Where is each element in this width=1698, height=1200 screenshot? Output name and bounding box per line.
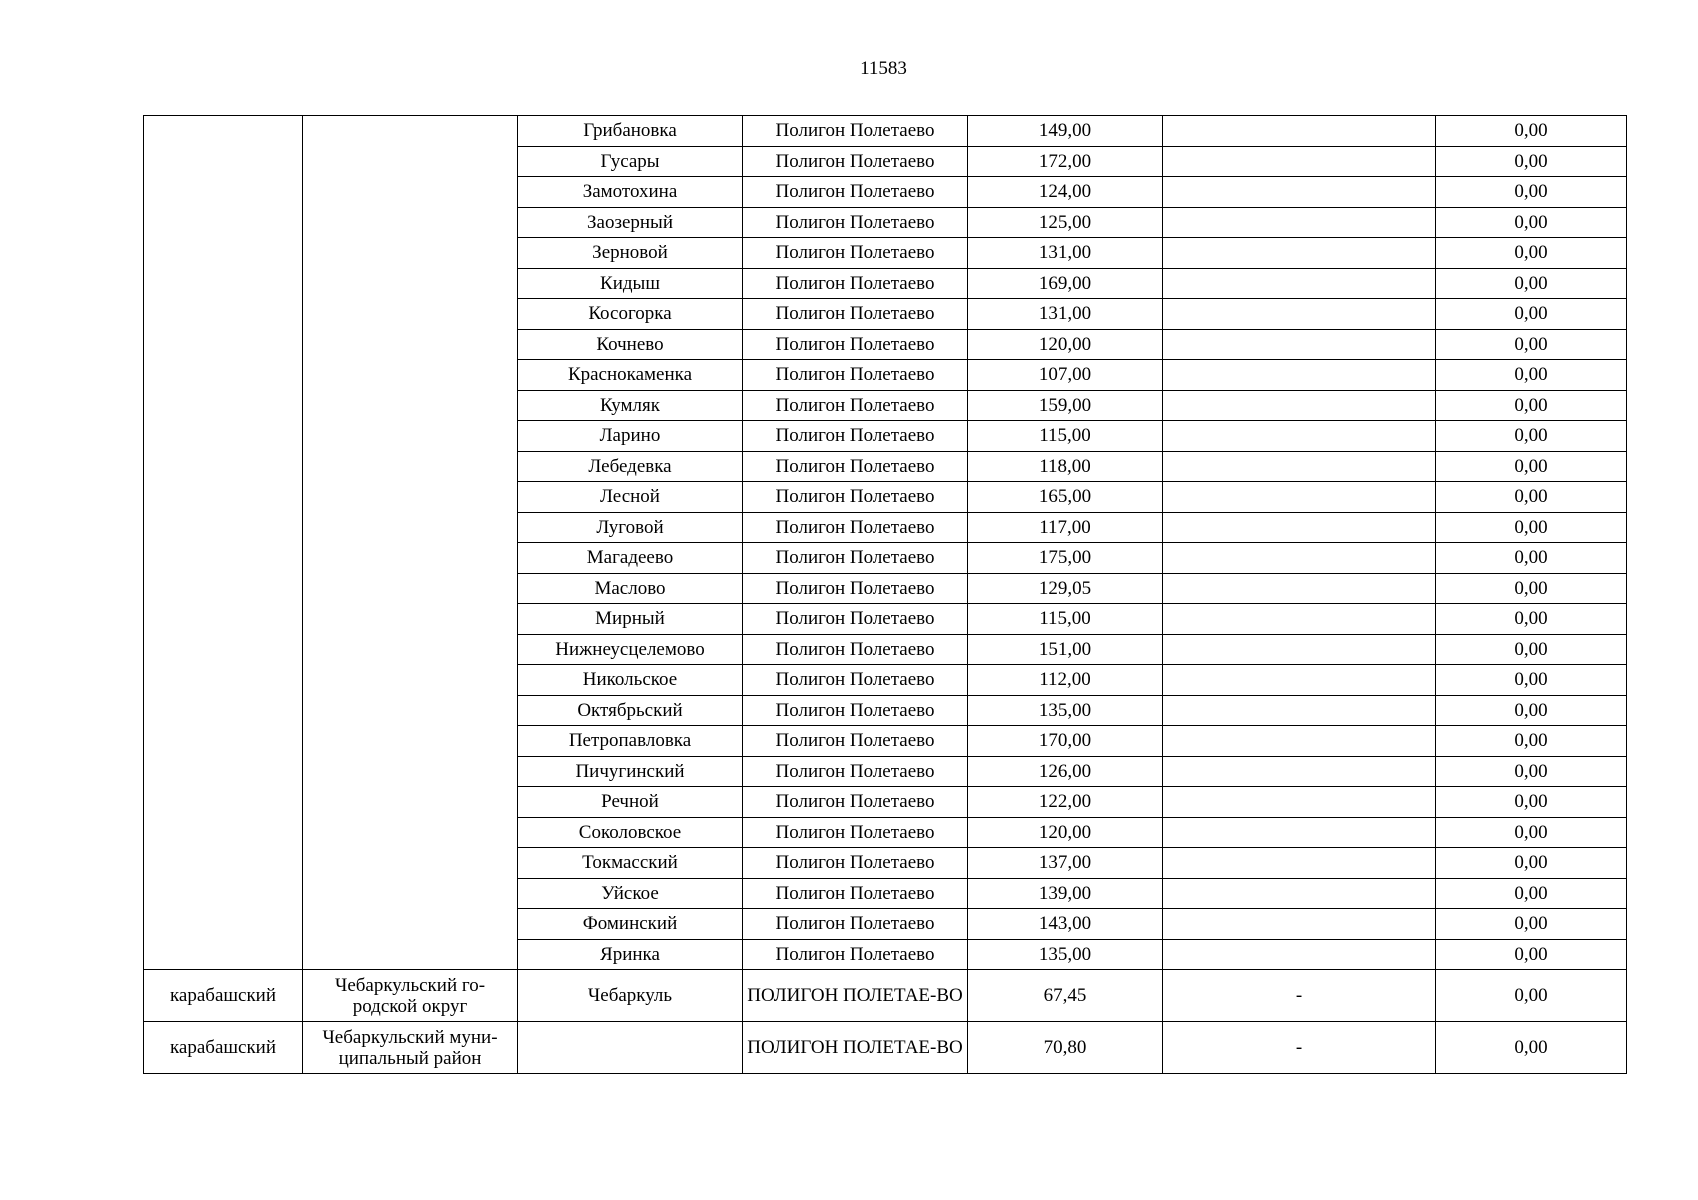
polygon-cell: Полигон Полетаево xyxy=(743,695,968,726)
extra-cell xyxy=(1163,634,1436,665)
value-cell: 0,00 xyxy=(1436,390,1627,421)
distance-cell: 172,00 xyxy=(968,146,1163,177)
settlement-cell: Петропавловка xyxy=(518,726,743,757)
extra-cell xyxy=(1163,177,1436,208)
distance-cell: 112,00 xyxy=(968,665,1163,696)
settlement-cell: Мирный xyxy=(518,604,743,635)
table-row xyxy=(144,970,1627,1022)
distance-cell: 118,00 xyxy=(968,451,1163,482)
zone-cell-empty xyxy=(144,116,303,970)
extra-cell xyxy=(1163,848,1436,879)
settlement-cell: Чебаркуль xyxy=(518,970,743,1022)
distance-cell: 131,00 xyxy=(968,238,1163,269)
distance-cell: 175,00 xyxy=(968,543,1163,574)
settlement-cell: Яринка xyxy=(518,939,743,970)
distance-cell: 125,00 xyxy=(968,207,1163,238)
polygon-cell: ПОЛИГОН ПОЛЕТАЕ-ВО xyxy=(743,1022,968,1074)
value-cell: 0,00 xyxy=(1436,787,1627,818)
value-cell: 0,00 xyxy=(1436,878,1627,909)
table-body xyxy=(144,116,1627,1074)
distance-cell: 70,80 xyxy=(968,1022,1163,1074)
distance-cell: 143,00 xyxy=(968,909,1163,940)
extra-cell xyxy=(1163,512,1436,543)
polygon-cell: Полигон Полетаево xyxy=(743,604,968,635)
value-cell: 0,00 xyxy=(1436,695,1627,726)
settlement-cell xyxy=(518,1022,743,1074)
settlement-cell: Кочнево xyxy=(518,329,743,360)
distance-cell: 107,00 xyxy=(968,360,1163,391)
value-cell: 0,00 xyxy=(1436,665,1627,696)
distance-cell: 165,00 xyxy=(968,482,1163,513)
polygon-cell: Полигон Полетаево xyxy=(743,207,968,238)
distance-cell: 115,00 xyxy=(968,604,1163,635)
settlement-cell: Заозерный xyxy=(518,207,743,238)
distance-cell: 129,05 xyxy=(968,573,1163,604)
settlement-cell: Грибановка xyxy=(518,116,743,147)
settlement-cell: Октябрьский xyxy=(518,695,743,726)
polygon-cell: ПОЛИГОН ПОЛЕТАЕ-ВО xyxy=(743,970,968,1022)
value-cell: 0,00 xyxy=(1436,756,1627,787)
polygon-cell: Полигон Полетаево xyxy=(743,909,968,940)
distance-cell: 117,00 xyxy=(968,512,1163,543)
settlement-cell: Никольское xyxy=(518,665,743,696)
distance-cell: 120,00 xyxy=(968,329,1163,360)
settlement-cell: Кидыш xyxy=(518,268,743,299)
extra-cell xyxy=(1163,909,1436,940)
settlement-cell: Лебедевка xyxy=(518,451,743,482)
settlement-cell: Зерновой xyxy=(518,238,743,269)
extra-cell xyxy=(1163,360,1436,391)
settlement-cell: Косогорка xyxy=(518,299,743,330)
polygon-cell: Полигон Полетаево xyxy=(743,512,968,543)
value-cell: 0,00 xyxy=(1436,146,1627,177)
polygon-cell: Полигон Полетаево xyxy=(743,756,968,787)
value-cell: 0,00 xyxy=(1436,970,1627,1022)
municipality-cell: Чебаркульский муни-ципальный район xyxy=(303,1022,518,1074)
distance-cell: 149,00 xyxy=(968,116,1163,147)
extra-cell xyxy=(1163,238,1436,269)
extra-cell xyxy=(1163,116,1436,147)
polygon-cell: Полигон Полетаево xyxy=(743,878,968,909)
distance-cell: 139,00 xyxy=(968,878,1163,909)
distance-cell: 151,00 xyxy=(968,634,1163,665)
polygon-cell: Полигон Полетаево xyxy=(743,329,968,360)
settlement-cell: Магадеево xyxy=(518,543,743,574)
polygon-cell: Полигон Полетаево xyxy=(743,817,968,848)
value-cell: 0,00 xyxy=(1436,360,1627,391)
value-cell: 0,00 xyxy=(1436,512,1627,543)
settlement-cell: Замотохина xyxy=(518,177,743,208)
polygon-cell: Полигон Полетаево xyxy=(743,665,968,696)
extra-cell xyxy=(1163,421,1436,452)
polygon-cell: Полигон Полетаево xyxy=(743,634,968,665)
settlement-cell: Луговой xyxy=(518,512,743,543)
value-cell: 0,00 xyxy=(1436,177,1627,208)
distance-cell: 115,00 xyxy=(968,421,1163,452)
polygon-cell: Полигон Полетаево xyxy=(743,726,968,757)
extra-cell: - xyxy=(1163,1022,1436,1074)
extra-cell xyxy=(1163,329,1436,360)
page-number: 11583 xyxy=(860,58,907,79)
extra-cell xyxy=(1163,146,1436,177)
distance-cell: 135,00 xyxy=(968,939,1163,970)
settlement-cell: Фоминский xyxy=(518,909,743,940)
value-cell: 0,00 xyxy=(1436,909,1627,940)
polygon-cell: Полигон Полетаево xyxy=(743,116,968,147)
settlement-cell: Гусары xyxy=(518,146,743,177)
polygon-cell: Полигон Полетаево xyxy=(743,390,968,421)
polygon-cell: Полигон Полетаево xyxy=(743,787,968,818)
distance-cell: 120,00 xyxy=(968,817,1163,848)
settlement-cell: Лесной xyxy=(518,482,743,513)
polygon-cell: Полигон Полетаево xyxy=(743,268,968,299)
extra-cell: - xyxy=(1163,970,1436,1022)
polygon-cell: Полигон Полетаево xyxy=(743,299,968,330)
value-cell: 0,00 xyxy=(1436,1022,1627,1074)
polygon-cell: Полигон Полетаево xyxy=(743,451,968,482)
distance-cell: 122,00 xyxy=(968,787,1163,818)
value-cell: 0,00 xyxy=(1436,726,1627,757)
value-cell: 0,00 xyxy=(1436,116,1627,147)
polygon-cell: Полигон Полетаево xyxy=(743,177,968,208)
settlement-cell: Нижнеусцелемово xyxy=(518,634,743,665)
distance-cell: 67,45 xyxy=(968,970,1163,1022)
settlement-cell: Уйское xyxy=(518,878,743,909)
municipality-cell-empty xyxy=(303,116,518,970)
extra-cell xyxy=(1163,482,1436,513)
settlement-cell: Краснокаменка xyxy=(518,360,743,391)
settlement-cell: Речной xyxy=(518,787,743,818)
value-cell: 0,00 xyxy=(1436,939,1627,970)
polygon-cell: Полигон Полетаево xyxy=(743,421,968,452)
settlement-cell: Соколовское xyxy=(518,817,743,848)
distance-cell: 159,00 xyxy=(968,390,1163,421)
polygon-cell: Полигон Полетаево xyxy=(743,848,968,879)
waste-transport-table xyxy=(143,115,1627,1074)
table-row xyxy=(144,1022,1627,1074)
value-cell: 0,00 xyxy=(1436,543,1627,574)
value-cell: 0,00 xyxy=(1436,207,1627,238)
value-cell: 0,00 xyxy=(1436,299,1627,330)
polygon-cell: Полигон Полетаево xyxy=(743,238,968,269)
value-cell: 0,00 xyxy=(1436,482,1627,513)
municipality-cell: Чебаркульский го-родской округ xyxy=(303,970,518,1022)
value-cell: 0,00 xyxy=(1436,817,1627,848)
extra-cell xyxy=(1163,756,1436,787)
extra-cell xyxy=(1163,878,1436,909)
value-cell: 0,00 xyxy=(1436,421,1627,452)
distance-cell: 124,00 xyxy=(968,177,1163,208)
value-cell: 0,00 xyxy=(1436,604,1627,635)
value-cell: 0,00 xyxy=(1436,634,1627,665)
settlement-cell: Кумляк xyxy=(518,390,743,421)
extra-cell xyxy=(1163,573,1436,604)
settlement-cell: Ларино xyxy=(518,421,743,452)
polygon-cell: Полигон Полетаево xyxy=(743,543,968,574)
extra-cell xyxy=(1163,726,1436,757)
value-cell: 0,00 xyxy=(1436,573,1627,604)
polygon-cell: Полигон Полетаево xyxy=(743,146,968,177)
distance-cell: 170,00 xyxy=(968,726,1163,757)
value-cell: 0,00 xyxy=(1436,329,1627,360)
extra-cell xyxy=(1163,695,1436,726)
polygon-cell: Полигон Полетаево xyxy=(743,482,968,513)
zone-cell: карабашский xyxy=(144,1022,303,1074)
extra-cell xyxy=(1163,543,1436,574)
extra-cell xyxy=(1163,299,1436,330)
distance-cell: 135,00 xyxy=(968,695,1163,726)
zone-cell: карабашский xyxy=(144,970,303,1022)
value-cell: 0,00 xyxy=(1436,848,1627,879)
extra-cell xyxy=(1163,604,1436,635)
value-cell: 0,00 xyxy=(1436,268,1627,299)
extra-cell xyxy=(1163,817,1436,848)
distance-cell: 126,00 xyxy=(968,756,1163,787)
polygon-cell: Полигон Полетаево xyxy=(743,573,968,604)
distance-cell: 131,00 xyxy=(968,299,1163,330)
polygon-cell: Полигон Полетаево xyxy=(743,939,968,970)
table-row xyxy=(144,116,1627,147)
extra-cell xyxy=(1163,207,1436,238)
extra-cell xyxy=(1163,451,1436,482)
distance-cell: 169,00 xyxy=(968,268,1163,299)
settlement-cell: Токмасский xyxy=(518,848,743,879)
settlement-cell: Маслово xyxy=(518,573,743,604)
value-cell: 0,00 xyxy=(1436,451,1627,482)
extra-cell xyxy=(1163,787,1436,818)
extra-cell xyxy=(1163,939,1436,970)
extra-cell xyxy=(1163,390,1436,421)
polygon-cell: Полигон Полетаево xyxy=(743,360,968,391)
value-cell: 0,00 xyxy=(1436,238,1627,269)
extra-cell xyxy=(1163,268,1436,299)
extra-cell xyxy=(1163,665,1436,696)
distance-cell: 137,00 xyxy=(968,848,1163,879)
settlement-cell: Пичугинский xyxy=(518,756,743,787)
